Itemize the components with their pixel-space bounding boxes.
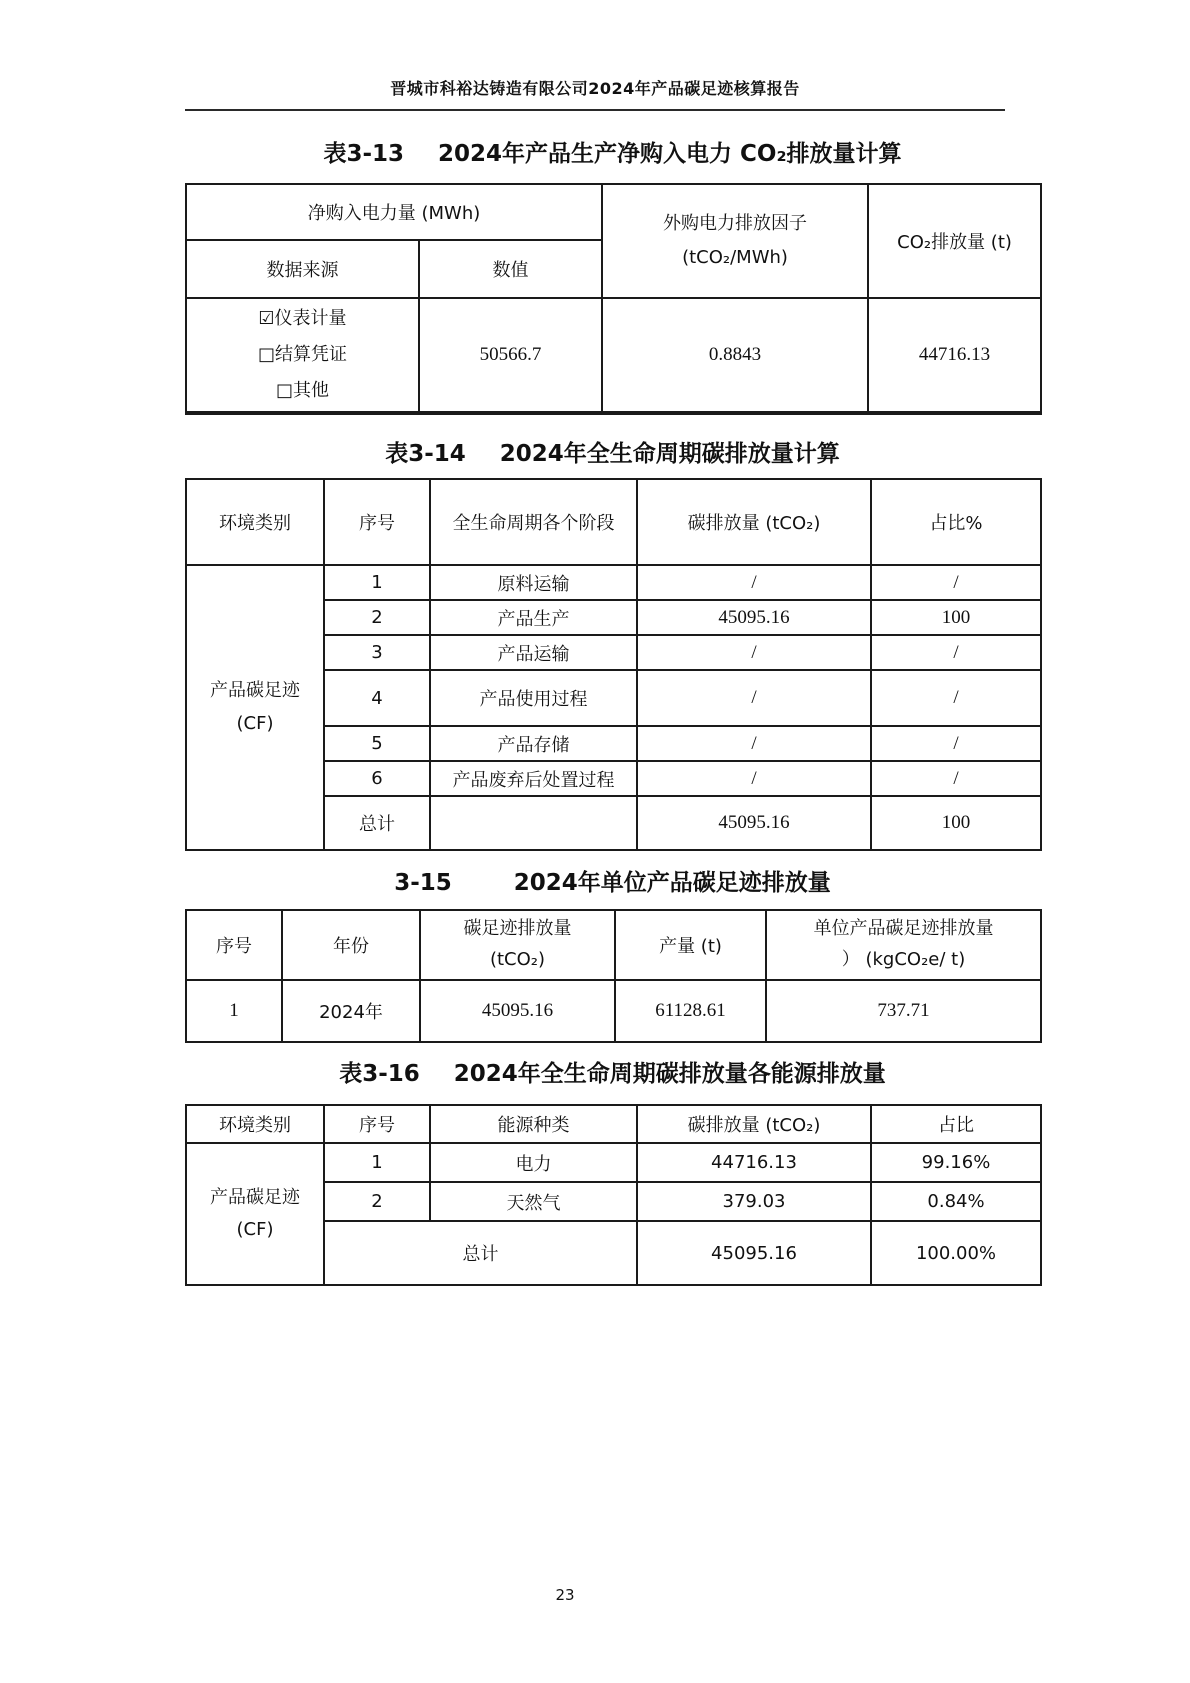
t14-category-line1: 产品碳足迹 [210, 680, 300, 702]
t15-header-no: 序号 [186, 910, 282, 980]
t16-header-emission: 碳排放量 (tCO₂) [637, 1105, 871, 1143]
t16-row2-energy: 天然气 [430, 1182, 637, 1221]
t14-row4-no: 4 [324, 670, 430, 726]
t14-row6-stage: 产品废弃后处置过程 [430, 761, 637, 796]
table14-title-text: 2024年全生命周期碳排放量计算 [499, 441, 840, 467]
t13-header-factor-line2: (tCO₂/MWh) [682, 247, 788, 268]
t14-header-category: 环境类别 [186, 479, 324, 565]
table16-title-number: 表3-16 [339, 1061, 420, 1087]
t14-header-stage: 全生命周期各个阶段 [430, 479, 637, 565]
t16-row2-share: 0.84% [871, 1182, 1041, 1221]
t15-row-unit-emission: 737.71 [766, 980, 1041, 1042]
page-header-title: 晋城市科裕达铸造有限公司2024年产品碳足迹核算报告 [390, 79, 800, 98]
t16-category-line1: 产品碳足迹 [210, 1186, 300, 1208]
t16-row1-no: 1 [324, 1143, 430, 1182]
table13-title-number: 表3-13 [323, 141, 405, 167]
t14-row5-share: / [871, 726, 1041, 761]
t13-header-data-source: 数据来源 [186, 240, 419, 298]
t14-row3-share: / [871, 635, 1041, 670]
table15-title [185, 864, 1040, 897]
t14-row6-no: 6 [324, 761, 430, 796]
t16-category-cell [186, 1143, 324, 1285]
t15-header-emission-line1: 碳足迹排放量 [463, 918, 572, 940]
table-row [186, 565, 1041, 600]
t14-total-share: 100 [871, 796, 1041, 850]
t14-header-share: 占比% [871, 479, 1041, 565]
t14-row5-no: 5 [324, 726, 430, 761]
t16-header-share: 占比 [871, 1105, 1041, 1143]
t14-row3-no: 3 [324, 635, 430, 670]
t13-header-co2: CO₂排放量 (t) [868, 184, 1041, 298]
table16-title [185, 1055, 1040, 1088]
t16-total-share: 100.00% [871, 1221, 1041, 1285]
t14-row5-stage: 产品存储 [430, 726, 637, 761]
t14-row2-no: 2 [324, 600, 430, 635]
t14-total-empty-cell [430, 796, 637, 850]
t14-row2-share: 100 [871, 600, 1041, 635]
t14-row2-stage: 产品生产 [430, 600, 637, 635]
t14-total-emission: 45095.16 [637, 796, 871, 850]
t16-total-emission: 45095.16 [637, 1221, 871, 1285]
t16-total-label: 总计 [324, 1221, 637, 1285]
t16-row1-energy: 电力 [430, 1143, 637, 1182]
t14-category-cell [186, 565, 324, 850]
table13 [185, 183, 1042, 415]
t14-row1-no: 1 [324, 565, 430, 600]
t15-header-output: 产量 (t) [615, 910, 766, 980]
t15-row-emission: 45095.16 [420, 980, 615, 1042]
t14-row1-emission: / [637, 565, 871, 600]
t14-row2-emission: 45095.16 [637, 600, 871, 635]
t15-row-output: 61128.61 [615, 980, 766, 1042]
table15-title-text: 2024年单位产品碳足迹排放量 [513, 870, 831, 896]
table13-title-text: 2024年产品生产净购入电力 CO₂排放量计算 [438, 141, 902, 167]
t14-row1-share: / [871, 565, 1041, 600]
t14-row6-share: / [871, 761, 1041, 796]
t14-row5-emission: / [637, 726, 871, 761]
table15 [185, 909, 1042, 1043]
t14-row4-share: / [871, 670, 1041, 726]
t16-category-line2: (CF) [236, 1219, 274, 1240]
t13-co2-cell: 44716.13 [868, 298, 1041, 413]
t15-header-unit-line2: ） (kgCO₂e/ t) [841, 949, 966, 970]
t16-header-energy: 能源种类 [430, 1105, 637, 1143]
t15-header-year: 年份 [282, 910, 420, 980]
t13-header-value: 数值 [419, 240, 602, 298]
t15-header-unit-emission [766, 910, 1041, 980]
t14-header-emission: 碳排放量 (tCO₂) [637, 479, 871, 565]
t13-value-cell: 50566.7 [419, 298, 602, 413]
t16-row1-emission: 44716.13 [637, 1143, 871, 1182]
table14-title-number: 表3-14 [385, 441, 466, 467]
checkbox-settlement-voucher: □结算凭证 [257, 344, 347, 365]
table16-title-text: 2024年全生命周期碳排放量各能源排放量 [453, 1061, 886, 1087]
table16 [185, 1104, 1042, 1286]
checkbox-meter-reading: ☑仪表计量 [258, 308, 347, 329]
checkbox-other: □其他 [275, 380, 329, 401]
t15-header-emission [420, 910, 615, 980]
table14 [185, 478, 1042, 851]
t14-row1-stage: 原料运输 [430, 565, 637, 600]
table15-title-number: 3-15 [394, 870, 452, 896]
table14-title [185, 435, 1040, 468]
t16-header-category: 环境类别 [186, 1105, 324, 1143]
t13-header-net-power: 净购入电力量 (MWh) [186, 184, 602, 240]
t14-category-line2: (CF) [236, 712, 274, 734]
t15-row-no: 1 [186, 980, 282, 1042]
t13-factor-cell: 0.8843 [602, 298, 868, 413]
t14-row6-emission: / [637, 761, 871, 796]
t14-row3-stage: 产品运输 [430, 635, 637, 670]
table13-title [185, 135, 1040, 168]
t15-header-unit-line1: 单位产品碳足迹排放量 [813, 918, 994, 940]
t13-header-factor [602, 184, 868, 298]
t13-header-factor-line1: 外购电力排放因子 [663, 212, 808, 234]
t15-row-year: 2024年 [282, 980, 420, 1042]
t13-source-options-cell [186, 298, 419, 413]
t15-header-emission-line2: (tCO₂) [489, 949, 546, 970]
table-row [186, 980, 1041, 1042]
t16-row2-no: 2 [324, 1182, 430, 1221]
t14-row3-emission: / [637, 635, 871, 670]
t16-row2-emission: 379.03 [637, 1182, 871, 1221]
t16-row1-share: 99.16% [871, 1143, 1041, 1182]
t14-row4-stage: 产品使用过程 [430, 670, 637, 726]
table-row [186, 1143, 1041, 1182]
t14-row4-emission: / [637, 670, 871, 726]
header-divider [185, 109, 1005, 111]
t16-header-no: 序号 [324, 1105, 430, 1143]
page-number: 23 [555, 1586, 575, 1604]
t14-header-no: 序号 [324, 479, 430, 565]
t14-total-label: 总计 [324, 796, 430, 850]
